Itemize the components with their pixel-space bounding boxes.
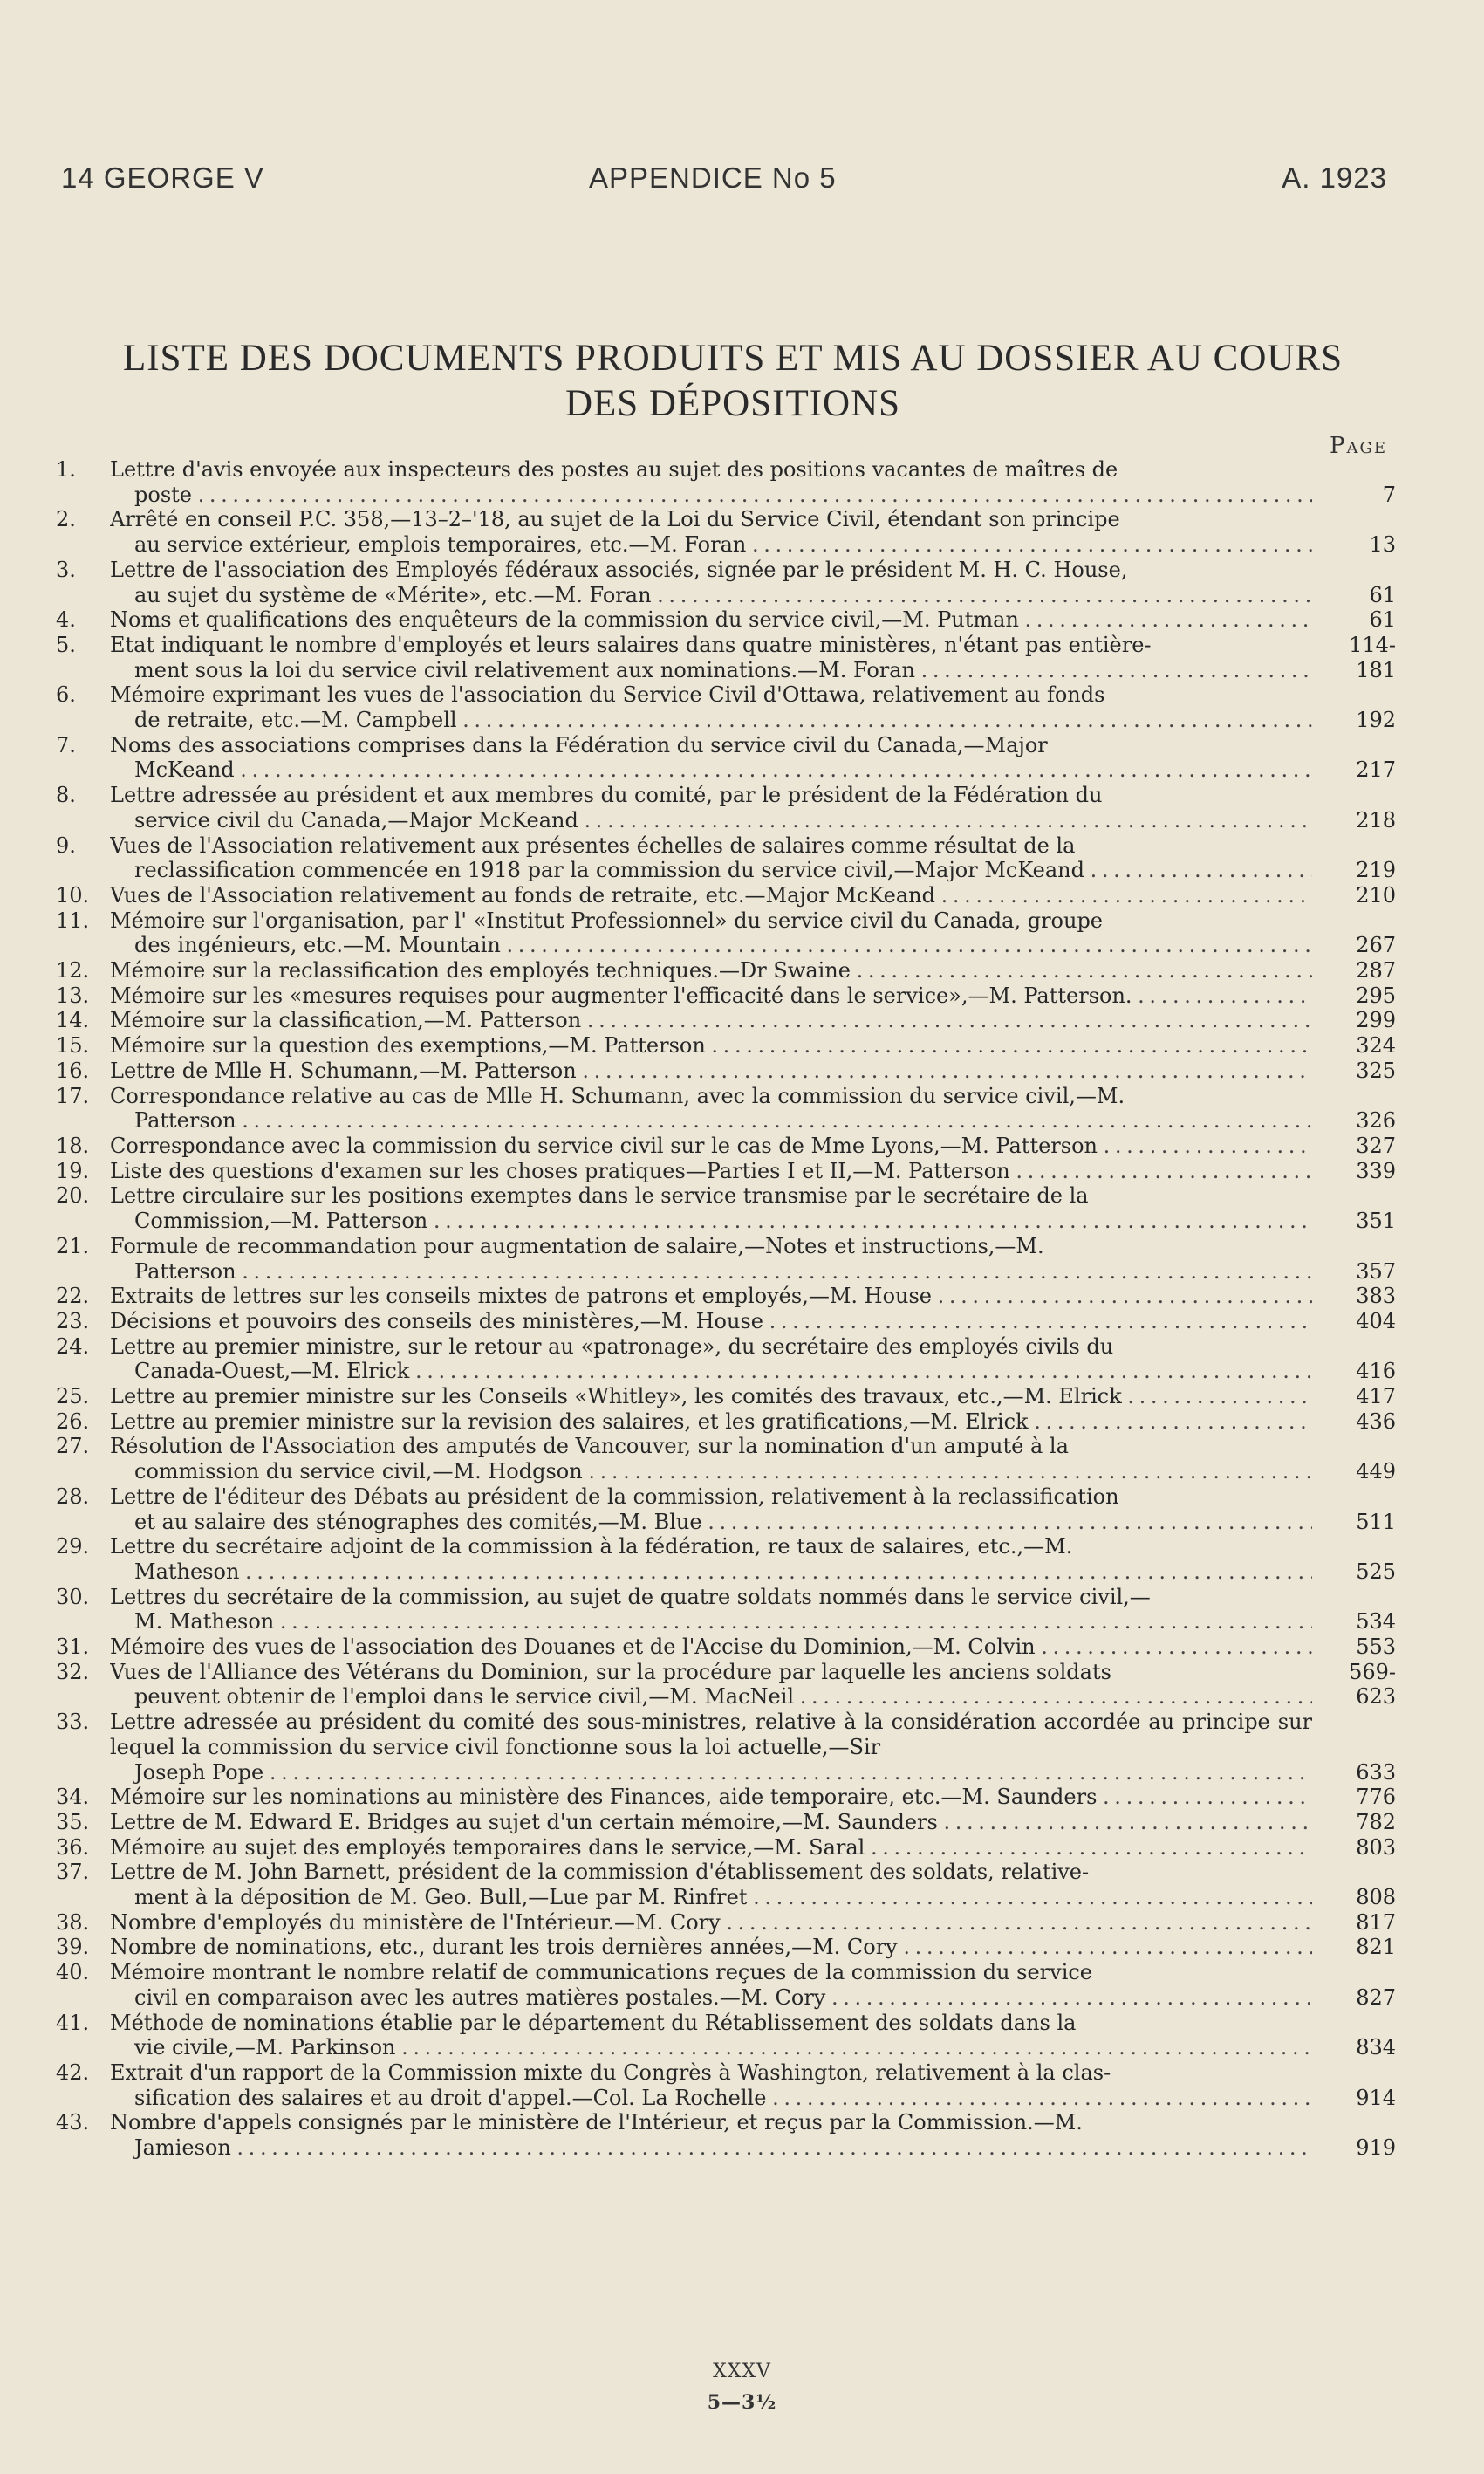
item-number: 41.	[56, 2010, 90, 2035]
item-description-tail: Nombre de nominations, etc., durant les trois dernières années,—M. Cory . . .	[110, 1935, 1312, 1960]
list-item	[56, 1084, 1396, 1134]
item-description-tail: et au salaire des sténographes des comités,—M. Blue . . .	[110, 1510, 1312, 1535]
item-description-tail: peuvent obtenir de l'emploi dans le service civil,—M. MacNeil . . .	[110, 1684, 1312, 1710]
item-page-number: 13	[1369, 532, 1396, 558]
item-description	[110, 1059, 1312, 1084]
header-right: A. 1923	[1282, 161, 1387, 194]
item-description	[110, 1183, 1312, 1233]
item-page-number: 351	[1356, 1209, 1396, 1234]
item-description-lead: Lettres du secrétaire de la commission, au sujet de quatre soldats nommés dans le service civil,—	[110, 1584, 1151, 1609]
item-page-number: 827	[1356, 1984, 1396, 2010]
item-description-tail: Commission,—M. Patterson . . .	[110, 1209, 1312, 1234]
item-number: 10.	[56, 882, 90, 908]
item-description	[110, 2060, 1312, 2110]
item-page-number: 326	[1356, 1108, 1396, 1134]
item-description	[110, 1084, 1312, 1134]
item-description	[110, 1434, 1312, 1484]
item-description-tail: civil en comparaison avec les autres matières postales.—M. Cory . . .	[110, 1985, 1312, 2011]
item-page-number: 511	[1356, 1509, 1396, 1534]
item-number: 20.	[56, 1183, 90, 1209]
item-number: 11.	[56, 908, 90, 933]
item-page-number: 417	[1356, 1384, 1396, 1409]
item-description-lead: Lettre d'avis envoyée aux inspecteurs des postes au sujet des positions vacantes de maîtres de	[110, 457, 1118, 482]
item-description-tail: commission du service civil,—M. Hodgson . . .	[110, 1459, 1312, 1484]
item-number: 3.	[56, 557, 76, 582]
item-number: 33.	[56, 1710, 90, 1735]
item-description-tail: Mémoire sur la classification,—M. Patterson . . .	[110, 1008, 1312, 1033]
item-page-number: 803	[1356, 1834, 1396, 1860]
item-description-lead: Méthode de nominations établie par le département du Rétablissement des soldats dans la	[110, 2010, 1077, 2035]
item-description-tail: au sujet du système de «Mérite», etc.—M. Foran . . .	[110, 583, 1312, 608]
item-description	[110, 958, 1312, 983]
item-description-lead: Mémoire sur l'organisation, par l' «Institut Professionnel» du service civil du Canada, groupe	[110, 908, 1104, 933]
item-description-tail: Matheson . . .	[110, 1559, 1312, 1585]
item-description-lead: Mémoire exprimant les vues de l'association du Service Civil d'Ottawa, relativement au fonds	[110, 682, 1105, 708]
item-page-number: 416	[1356, 1359, 1396, 1384]
item-description	[110, 1033, 1312, 1059]
item-number: 12.	[56, 958, 90, 983]
item-description-lead: Lettre de l'éditeur des Débats au président de la commission, relativement à la reclassification	[110, 1484, 1119, 1509]
item-description	[110, 1710, 1312, 1785]
item-description	[110, 633, 1312, 682]
list-item	[56, 1910, 1396, 1936]
item-description-tail: vie civile,—M. Parkinson . . .	[110, 2035, 1312, 2060]
item-page-number: 325	[1356, 1058, 1396, 1083]
item-number: 1.	[56, 457, 76, 482]
item-page-number: 327	[1356, 1133, 1396, 1158]
item-page-number: 919	[1356, 2135, 1396, 2161]
item-number: 19.	[56, 1158, 90, 1183]
item-description	[110, 1634, 1312, 1660]
item-page-number: 782	[1356, 1809, 1396, 1834]
item-number: 16.	[56, 1058, 90, 1083]
item-description-lead: Vues de l'Alliance des Vétérans du Dominion, sur la procédure par laquelle les anciens soldats	[110, 1659, 1111, 1684]
item-description	[110, 733, 1312, 783]
item-description	[110, 1935, 1312, 1960]
item-number: 32.	[56, 1659, 90, 1684]
item-page-number: 834	[1356, 2035, 1396, 2060]
item-description-tail: M. Matheson . . .	[110, 1609, 1312, 1634]
item-page-number: 436	[1356, 1408, 1396, 1434]
item-page-number: 218	[1356, 807, 1396, 833]
item-number: 22.	[56, 1284, 90, 1309]
item-page-number: 776	[1356, 1785, 1396, 1810]
item-description	[110, 1234, 1312, 1284]
item-description	[110, 1409, 1312, 1435]
title-line-2: DES DÉPOSITIONS	[564, 383, 901, 424]
item-description-tail: Liste des questions d'examen sur les choses pratiques—Parties I et II,—M. Patterson . . .	[110, 1159, 1312, 1184]
item-number: 6.	[56, 682, 76, 708]
footer-signature-mark: 5—3½	[707, 2391, 777, 2414]
item-page-number: 404	[1356, 1308, 1396, 1333]
item-description-lead: Lettre du secrétaire adjoint de la commission à la fédération, re taux de salaires, etc.,—M.	[110, 1534, 1073, 1559]
item-page-number: 61	[1369, 582, 1396, 607]
list-item	[56, 1860, 1396, 1909]
list-item	[56, 1634, 1396, 1660]
list-item	[56, 1534, 1396, 1584]
item-page-number: 210	[1356, 882, 1396, 908]
header-left: 14 GEORGE V	[61, 161, 264, 194]
item-description	[110, 558, 1312, 607]
item-description-tail: McKeand . . .	[110, 757, 1312, 783]
item-description	[110, 1810, 1312, 1835]
item-description-tail: des ingénieurs, etc.—M. Mountain . . .	[110, 933, 1312, 958]
item-description-tail: Mémoire des vues de l'association des Douanes et de l'Accise du Dominion,—M. Colvin . . .	[110, 1634, 1312, 1660]
item-page-number: 569-623	[1349, 1659, 1396, 1710]
item-description	[110, 883, 1312, 908]
item-description-tail: ment à la déposition de M. Geo. Bull,—Lue par M. Rinfret . . .	[110, 1885, 1312, 1910]
item-description-tail: Joseph Pope . . .	[110, 1760, 1312, 1785]
item-description	[110, 1910, 1312, 1936]
item-description	[110, 1960, 1312, 2010]
item-description-lead: Vues de l'Association relativement aux présentes échelles de salaires comme résultat de la	[110, 833, 1076, 858]
list-item	[56, 1284, 1396, 1309]
item-description-lead: Formule de recommandation pour augmentation de salaire,—Notes et instructions,—M.	[110, 1233, 1044, 1258]
item-description-tail: Lettre au premier ministre sur les Conseils «Whitley», les comités des travaux, etc.,—M. Elrick . . .	[110, 1384, 1312, 1409]
item-number: 8.	[56, 783, 76, 808]
list-item	[56, 1484, 1396, 1534]
item-number: 15.	[56, 1033, 90, 1059]
list-item	[56, 1960, 1396, 2010]
item-description-lead: Nombre d'appels consignés par le ministère de l'Intérieur, et reçus par la Commission.—M.	[110, 2110, 1083, 2135]
page-header	[61, 161, 1387, 205]
list-item	[56, 558, 1396, 607]
item-description	[110, 607, 1312, 633]
list-item	[56, 1134, 1396, 1159]
item-description-tail: sification des salaires et au droit d'appel.—Col. La Rochelle . . .	[110, 2086, 1312, 2111]
item-description-lead: Résolution de l'Association des amputés de Vancouver, sur la nomination d'un amputé à la	[110, 1434, 1069, 1459]
list-item	[56, 883, 1396, 908]
item-description-lead: Lettre de M. John Barnett, président de la commission d'établissement des soldats, relative-	[110, 1860, 1090, 1885]
item-description-tail: Correspondance avec la commission du service civil sur le cas de Mme Lyons,—M. Patterson . . .	[110, 1134, 1312, 1159]
list-item	[56, 958, 1396, 983]
item-page-number: 267	[1356, 933, 1396, 958]
list-item	[56, 1334, 1396, 1384]
item-page-number: 914	[1356, 2085, 1396, 2110]
list-item	[56, 1234, 1396, 1284]
item-description-tail: ment sous la loi du service civil relativement aux nominations.—M. Foran . . .	[110, 658, 1312, 683]
item-page-number: 339	[1356, 1158, 1396, 1183]
item-number: 36.	[56, 1834, 90, 1860]
item-description	[110, 457, 1312, 507]
list-item	[56, 1785, 1396, 1810]
item-number: 35.	[56, 1809, 90, 1834]
list-item	[56, 2060, 1396, 2110]
item-number: 43.	[56, 2110, 90, 2135]
item-description-tail: Vues de l'Association relativement au fonds de retraite, etc.—Major McKeand . . .	[110, 883, 1312, 908]
item-page-number: 324	[1356, 1033, 1396, 1059]
item-description-lead: Lettre de l'association des Employés fédéraux associés, signée par le président M. H. C. House,	[110, 557, 1128, 582]
list-item	[56, 783, 1396, 833]
item-number: 24.	[56, 1333, 90, 1359]
item-page-number: 299	[1356, 1008, 1396, 1033]
list-item	[56, 1810, 1396, 1835]
item-description	[110, 1860, 1312, 1909]
item-description-tail: Jamieson . . .	[110, 2135, 1312, 2161]
item-description-tail: Mémoire sur les «mesures requises pour augmenter l'efficacité dans le service»,—M. Patterson. . . .	[110, 983, 1312, 1009]
list-item	[56, 1585, 1396, 1634]
item-page-number: 114-181	[1349, 632, 1396, 682]
list-item	[56, 1660, 1396, 1710]
list-item	[56, 682, 1396, 732]
item-page-number: 449	[1356, 1459, 1396, 1484]
item-number: 4.	[56, 607, 76, 633]
list-item	[56, 908, 1396, 958]
item-page-number: 219	[1356, 858, 1396, 883]
document-list	[56, 457, 1396, 2161]
item-description	[110, 833, 1312, 883]
item-description-tail: Noms et qualifications des enquêteurs de la commission du service civil,—M. Putman . . .	[110, 607, 1312, 633]
item-description-lead: Correspondance relative au cas de Mlle H. Schumann, avec la commission du service civil,—M.	[110, 1083, 1125, 1108]
item-description-tail: Mémoire sur la question des exemptions,—M. Patterson . . .	[110, 1033, 1312, 1059]
item-description-lead: Lettre adressée au président du comité des sous-ministres, relative à la considération accordée au principe sur lequel la commission du service civil fonctionne sous la loi actuelle,—Sir	[110, 1710, 1312, 1759]
list-item	[56, 1835, 1396, 1861]
item-description-tail: Nombre d'employés du ministère de l'Intérieur.—M. Cory . . .	[110, 1910, 1312, 1936]
item-description-tail: service civil du Canada,—Major McKeand . . .	[110, 808, 1312, 833]
item-page-number: 808	[1356, 1885, 1396, 1910]
item-description	[110, 1384, 1312, 1409]
item-description	[110, 783, 1312, 833]
list-item	[56, 633, 1396, 682]
list-item	[56, 1183, 1396, 1233]
item-description	[110, 1835, 1312, 1861]
item-description	[110, 682, 1312, 732]
item-number: 14.	[56, 1008, 90, 1033]
item-number: 27.	[56, 1434, 90, 1459]
item-description	[110, 507, 1312, 557]
item-number: 7.	[56, 732, 76, 757]
item-number: 40.	[56, 1960, 90, 1985]
item-description-tail: Lettre de Mlle H. Schumann,—M. Patterson . . .	[110, 1059, 1312, 1084]
item-number: 2.	[56, 507, 76, 532]
item-number: 17.	[56, 1083, 90, 1108]
footer-roman-numeral: XXXV	[713, 2361, 771, 2382]
list-item	[56, 2110, 1396, 2160]
item-number: 9.	[56, 833, 76, 858]
item-description-lead: Mémoire montrant le nombre relatif de communications reçues de la commission du service	[110, 1960, 1093, 1985]
item-description-tail: Lettre au premier ministre sur la revision des salaires, et les gratifications,—M. Elrick . . .	[110, 1409, 1312, 1435]
item-description-tail: Mémoire au sujet des employés temporaires dans le service,—M. Saral . . .	[110, 1835, 1312, 1861]
list-item	[56, 1409, 1396, 1435]
item-description	[110, 1660, 1312, 1710]
item-description	[110, 1534, 1312, 1584]
item-description	[110, 2011, 1312, 2060]
item-number: 31.	[56, 1634, 90, 1660]
list-item	[56, 1008, 1396, 1033]
list-item	[56, 507, 1396, 557]
item-number: 5.	[56, 632, 76, 657]
list-item	[56, 1384, 1396, 1409]
item-description-tail: Mémoire sur la reclassification des employés techniques.—Dr Swaine . . .	[110, 958, 1312, 983]
item-number: 38.	[56, 1909, 90, 1935]
item-page-number: 192	[1356, 708, 1396, 733]
list-item	[56, 983, 1396, 1009]
item-description-tail: de retraite, etc.—M. Campbell . . .	[110, 708, 1312, 733]
item-description-tail: Mémoire sur les nominations au ministère des Finances, aide temporaire, etc.—M. Saunders . . .	[110, 1785, 1312, 1810]
item-description-tail: Patterson . . .	[110, 1108, 1312, 1134]
item-description-tail: Lettre de M. Edward E. Bridges au sujet d'un certain mémoire,—M. Saunders . . .	[110, 1810, 1312, 1835]
item-description-lead: Lettre circulaire sur les positions exemptes dans le service transmise par le secrétaire de la	[110, 1183, 1089, 1209]
item-description-tail: Canada-Ouest,—M. Elrick . . .	[110, 1359, 1312, 1384]
list-item	[56, 1159, 1396, 1184]
item-number: 39.	[56, 1935, 90, 1960]
item-description	[110, 1334, 1312, 1384]
item-description	[110, 2110, 1312, 2160]
list-item	[56, 1309, 1396, 1334]
item-description	[110, 1785, 1312, 1810]
item-description	[110, 983, 1312, 1009]
item-number: 28.	[56, 1484, 90, 1509]
list-item	[56, 1710, 1396, 1785]
item-number: 34.	[56, 1785, 90, 1810]
item-description	[110, 1008, 1312, 1033]
item-page-number: 217	[1356, 757, 1396, 783]
list-item	[56, 457, 1396, 507]
item-description-lead: Noms des associations comprises dans la Fédération du service civil du Canada,—Major	[110, 732, 1048, 757]
item-page-number: 357	[1356, 1258, 1396, 1284]
item-description-lead: Arrêté en conseil P.C. 358,—13–2–'18, au sujet de la Loi du Service Civil, étendant son principe	[110, 507, 1120, 532]
item-description-tail: au service extérieur, emplois temporaires, etc.—M. Foran . . .	[110, 532, 1312, 558]
item-page-number: 287	[1356, 958, 1396, 983]
item-description-lead: Lettre adressée au président et aux membres du comité, par le président de la Fédération du	[110, 783, 1103, 808]
header-center: APPENDICE No 5	[589, 161, 837, 194]
item-description	[110, 1484, 1312, 1534]
page-column-label: Page	[1329, 433, 1387, 459]
list-item	[56, 1434, 1396, 1484]
item-number: 29.	[56, 1534, 90, 1559]
item-number: 13.	[56, 983, 90, 1008]
item-description-tail: Extraits de lettres sur les conseils mixtes de patrons et employés,—M. House . . .	[110, 1284, 1312, 1309]
item-page-number: 534	[1356, 1609, 1396, 1634]
list-item	[56, 733, 1396, 783]
item-description	[110, 908, 1312, 958]
item-number: 26.	[56, 1408, 90, 1434]
item-description	[110, 1284, 1312, 1309]
item-number: 37.	[56, 1860, 90, 1885]
list-item	[56, 607, 1396, 633]
item-description-tail: Patterson . . .	[110, 1259, 1312, 1285]
item-page-number: 821	[1356, 1935, 1396, 1960]
item-description-tail: poste . . .	[110, 483, 1312, 508]
list-item	[56, 1033, 1396, 1059]
item-page-number: 817	[1356, 1909, 1396, 1935]
item-description	[110, 1134, 1312, 1159]
item-page-number: 525	[1356, 1559, 1396, 1584]
item-description-lead: Extrait d'un rapport de la Commission mixte du Congrès à Washington, relativement à la clas-	[110, 2060, 1111, 2085]
item-page-number: 61	[1369, 607, 1396, 633]
item-description-lead: Etat indiquant le nombre d'employés et leurs salaires dans quatre ministères, n'étant pas entière-	[110, 632, 1152, 657]
item-number: 18.	[56, 1133, 90, 1158]
item-number: 21.	[56, 1233, 90, 1258]
item-description-tail: reclassification commencée en 1918 par la commission du service civil,—Major McKeand . . .	[110, 858, 1312, 883]
item-page-number: 295	[1356, 983, 1396, 1008]
title-line-1: LISTE DES DOCUMENTS PRODUITS ET MIS AU DOSSIER AU COURS	[122, 338, 1344, 379]
item-page-number: 633	[1356, 1759, 1396, 1785]
list-item	[56, 833, 1396, 883]
list-item	[56, 1935, 1396, 1960]
item-page-number: 7	[1382, 482, 1396, 507]
item-number: 25.	[56, 1384, 90, 1409]
item-number: 42.	[56, 2060, 90, 2085]
item-description	[110, 1585, 1312, 1634]
item-page-number: 553	[1356, 1634, 1396, 1660]
list-item	[56, 2011, 1396, 2060]
item-number: 30.	[56, 1584, 90, 1609]
item-description-lead: Lettre au premier ministre, sur le retour au «patronage», du secrétaire des employés civils du	[110, 1333, 1114, 1359]
item-description	[110, 1309, 1312, 1334]
list-item	[56, 1059, 1396, 1084]
item-page-number: 383	[1356, 1284, 1396, 1309]
item-number: 23.	[56, 1308, 90, 1333]
document-title	[52, 336, 1413, 427]
item-description	[110, 1159, 1312, 1184]
item-description-tail: Décisions et pouvoirs des conseils des ministères,—M. House . . .	[110, 1309, 1312, 1334]
